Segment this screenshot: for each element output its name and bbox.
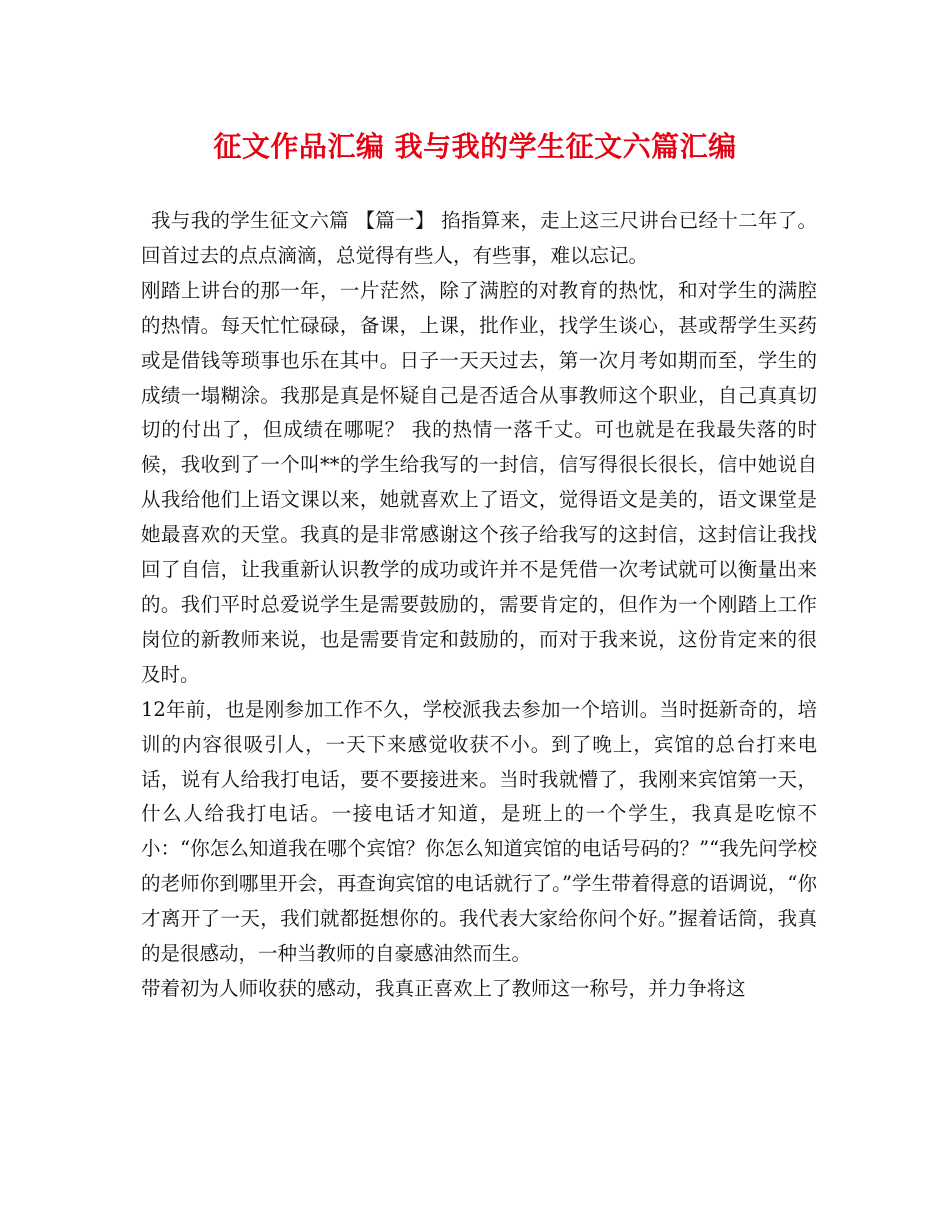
paragraph-3: 12年前，也是刚参加工作不久，学校派我去参加一个培训。当时挺新奇的，培训的内容很吸引人，一天下来感觉收获不小。到了晚上，宾馆的总台打来电话，说有人给我打电话，要不要接进来。当时我就懵了，我刚来宾馆第一天，什么人给我打电话。一接电话才知道，是班上的一个学生，我真是吃惊不小：“你怎么知道我在哪个宾馆？你怎么知道宾馆的电话号码的？”“我先问学校的老师你到哪里开会，再查询宾馆的电话就行了。”学生带着得意的语调说，“你才离开了一天，我们就都挺想你的。我代表大家给你问个好。”握着话筒，我真的是很感动，一种当教师的自豪感油然而生。 bbox=[141, 697, 817, 966]
paragraph-4: 带着初为人师收获的感动，我真正喜欢上了教师这一称号，并力争将这 bbox=[141, 976, 746, 1000]
paragraph-2: 刚踏上讲台的那一年，一片茫然，除了满腔的对教育的热忱，和对学生的满腔的热情。每天忙忙碌碌，备课，上课，批作业，找学生谈心，甚或帮学生买药或是借钱等琐事也乐在其中。日子一天天过去，第一次月考如期而至，学生的成绩一塌糊涂。我那是真是怀疑自己是否适合从事教师这个职业，自己真真切切的付出了，但成绩在哪呢？ 我的热情一落千丈。可也就是在我最失落的时候，我收到了一个叫**的学生给我写的一封信，信写得很长很长，信中她说自从我给他们上语文课以来，她就喜欢上了语文，觉得语文是美的，语文课堂是她最喜欢的天堂。我真的是非常感谢这个孩子给我写的这封信，这封信让我找回了自信，让我重新认识教学的成功或许并不是凭借一次考试就可以衡量出来的。我们平时总爱说学生是需要鼓励的，需要肯定的，但作为一个刚踏上工作岗位的新教师来说，也是需要肯定和鼓励的，而对于我来说，这份肯定来的很及时。 bbox=[141, 278, 817, 686]
paragraph-1: 我与我的学生征文六篇 【篇一】 掐指算来，走上这三尺讲台已经十二年了。回首过去的点点滴滴，总觉得有些人，有些事，难以忘记。 bbox=[141, 209, 817, 267]
document-body bbox=[141, 204, 817, 1007]
document-title: 征文作品汇编 我与我的学生征文六篇汇编 bbox=[213, 130, 737, 163]
